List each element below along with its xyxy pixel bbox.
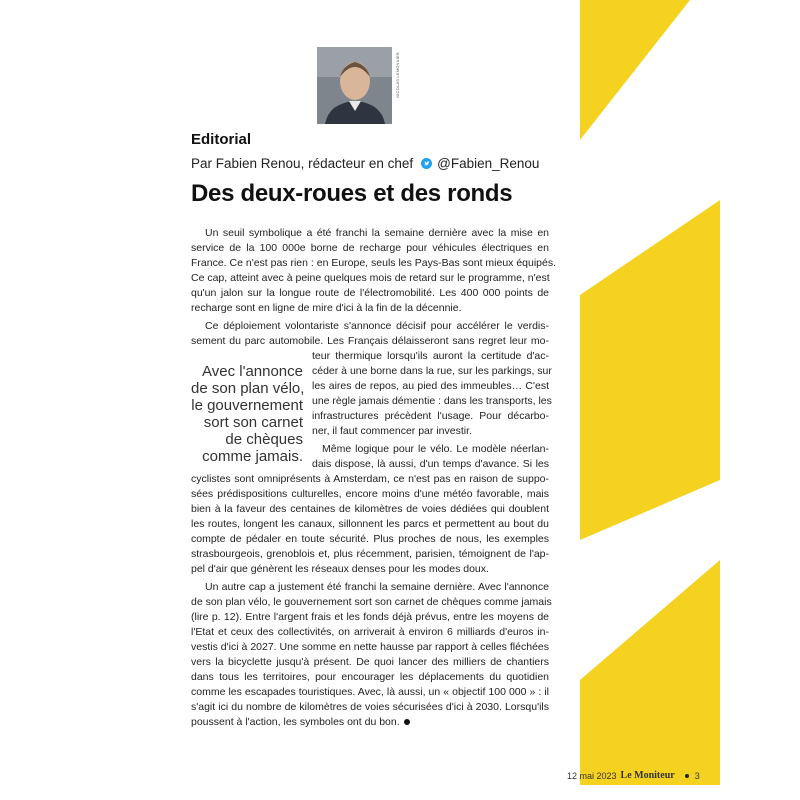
pull-quote-line: de chèques bbox=[225, 431, 303, 448]
issue-date: 12 mai 2023 bbox=[567, 770, 617, 781]
twitter-handle[interactable]: @Fabien_Renou bbox=[437, 156, 540, 171]
pull-quote-line: de son plan vélo, bbox=[191, 380, 305, 397]
body-line: strasbourgeois, grenoblois et, plus récemment, parisien, témoignent de l'ap- bbox=[191, 548, 549, 560]
body-line: cyclistes sont omniprésents à Amsterdam, ce n'est pas en raison de suppo- bbox=[191, 473, 549, 485]
byline-text: Par Fabien Renou, rédacteur en chef bbox=[191, 156, 414, 171]
bullet-icon bbox=[685, 774, 689, 778]
pull-quote bbox=[191, 363, 303, 465]
byline bbox=[191, 156, 539, 171]
body-line: comme les escapades touristiques. Avec, là aussi, un « objectif 100 000 » : il bbox=[191, 686, 549, 698]
pull-quote-line: le gouvernement bbox=[191, 397, 303, 414]
body-line: ner, il faut commencer par investir. bbox=[312, 425, 472, 437]
pull-quote-line: comme jamais. bbox=[202, 448, 303, 465]
body-line: dais dispose, là aussi, d'un temps d'avance. Si les bbox=[312, 458, 549, 470]
end-mark-icon bbox=[404, 719, 410, 725]
body-line: bien à la faveur des centaines de kilomètres de voies dédiées qui doublent bbox=[191, 503, 549, 515]
body-line: (lire p. 12). Entre l'argent frais et les fonds déjà prévus, entre les moyens de bbox=[191, 611, 549, 623]
body-line: compte de pédaler en toute sécurité. Plus proches de nous, les exemples bbox=[191, 533, 549, 545]
twitter-icon bbox=[421, 158, 432, 169]
body-line: une règle jamais démentie : dans les transports, les bbox=[312, 395, 552, 407]
stripe bbox=[580, 560, 720, 785]
body-line: pel d'air que génèrent les réseaux denses pour les modes doux. bbox=[191, 563, 489, 575]
body-line: vestis d'ici à 2027. Une somme en nette hausse par rapport à celles fléchées bbox=[191, 641, 549, 653]
stripe bbox=[580, 200, 720, 540]
body-line: qu'un jalon sur la longue route de l'électromobilité. Les 400 000 points de bbox=[191, 287, 549, 299]
body-line: l'Etat et ceux des collectivités, on arriverait à environ 6 milliards d'euros in- bbox=[191, 626, 549, 638]
pull-quote-line: Avec l'annonce bbox=[202, 363, 303, 380]
body-last-line bbox=[191, 715, 549, 730]
body-line: teur thermique lorsqu'ils auront la certitude d'ac- bbox=[312, 350, 549, 362]
pull-quote-line: sort son carnet bbox=[203, 414, 303, 431]
author-photo bbox=[317, 47, 392, 124]
body-line: sement du parc automobile. Les Français délaisseront sans regret leur mo- bbox=[191, 335, 549, 347]
page-number: 3 bbox=[694, 770, 700, 781]
body-line: de son plan vélo, le gouvernement sort son carnet de chèques comme jamais bbox=[191, 596, 552, 608]
decorative-stripes bbox=[560, 0, 800, 800]
page-footer bbox=[567, 770, 700, 781]
photo-credit: NICOLAS LEMONNIER bbox=[395, 52, 400, 98]
body-line: service de la 100 000e borne de recharge pour véhicules électriques en bbox=[191, 242, 549, 254]
publication-name: Le Moniteur bbox=[620, 770, 675, 781]
body-line: Ce cap, atteint avec à peine quelques mois de retard sur le programme, n'est bbox=[191, 272, 550, 284]
body-line: s'agit ici du nombre de kilomètres de voies sécurisées d'ici à 2030. Lorsqu'ils bbox=[191, 701, 549, 713]
body-line: France. Ce n'est pas rien : en Europe, seuls les Pays-Bas sont mieux équipés. bbox=[191, 257, 557, 269]
body-line: Un autre cap a justement été franchi la semaine dernière. Avec l'annonce bbox=[205, 581, 549, 593]
body-line: recharge sont en ligne de mire d'ici à la fin de la décennie. bbox=[191, 302, 462, 314]
body-line: infrastructures précèdent l'usage. Pour décarbo- bbox=[312, 410, 549, 422]
body-line: poussent à l'action, les symboles ont du bon. bbox=[191, 716, 400, 728]
article-title: Des deux-roues et des ronds bbox=[191, 180, 513, 207]
body-line: vers la bicyclette jusqu'à présent. De quoi lancer des milliers de chantiers bbox=[191, 656, 549, 668]
body-line: dans tous les territoires, pour encourager les déplacements du quotidien bbox=[191, 671, 549, 683]
body-line: les routes, longent les canaux, sillonnent les parcs et permettent au bout du bbox=[191, 518, 549, 530]
body-line: Même logique pour le vélo. Le modèle néerlan- bbox=[322, 443, 549, 455]
section-label: Editorial bbox=[191, 131, 252, 148]
body-line: céder à une borne dans la rue, sur les parkings, sur bbox=[312, 365, 552, 377]
body-line: Un seuil symbolique a été franchi la semaine dernière avec la mise en bbox=[205, 227, 549, 239]
body-line: Ce déploiement volontariste s'annonce décisif pour accélérer le verdis- bbox=[205, 320, 549, 332]
body-line: les aires de repos, au pied des immeubles… C'est bbox=[312, 380, 549, 392]
body-line: sées prédispositions culturelles, encore moins d'une météo favorable, mais bbox=[191, 488, 549, 500]
stripe bbox=[580, 0, 690, 140]
